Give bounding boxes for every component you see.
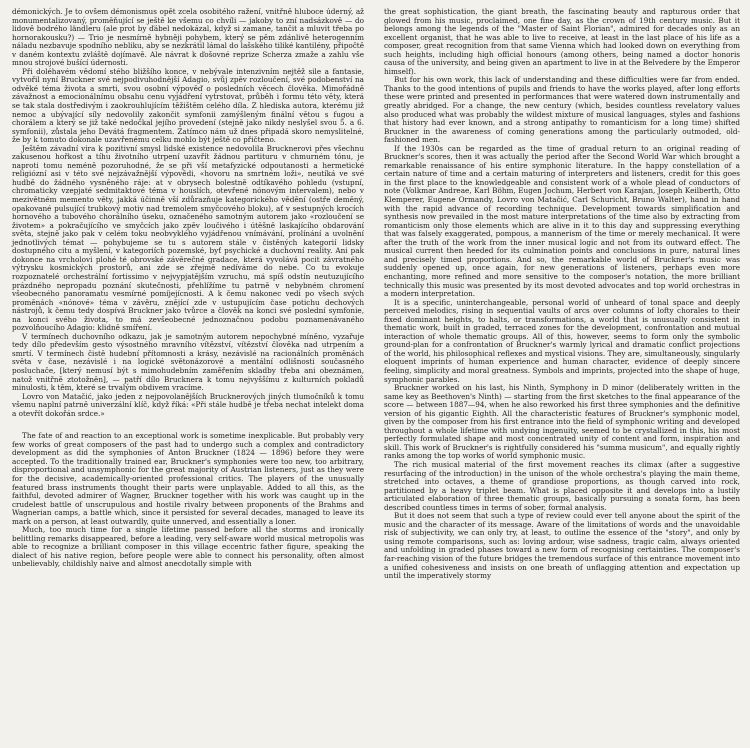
czech-paragraph: démonických. Je to ovšem démonismus opět zcela osobitého ražení, vnitřně hluboce úderný, až monumentalizovaný, proměňující se ještě ke všemu co chvíli — jakoby to zní nadsázkově — do lidově bodrého ländleru (ale prot by ďábel nedokázal, když si zamane, tančit a mluvit třeba po hornorakousku?) — Trio je nesmírně hybněji pohybem, který se pěm zdánlivě heterogenním náladu nezbavuje spodního nebliku, aby se nezkrátil lámal do lašského tiliké kantilény, připočtě v daném kontextu zvláště dojímavě. Ale návrat k ďošovné reprize Scherza zmaže a zahlu vše mnou strojové bušící údernosti. — [12, 7, 364, 68]
czech-paragraph-quote: Lovro von Matačić, jako jeden z nejpovolanějších Brucknerových jiných tlumočníků k tomu všemu naplní patrně univerzální klíč, když říká: «Při stále hudbě je třeba nechat intelekt doma a otevřít dokořán srdce.» — [12, 391, 364, 418]
left-column — [12, 8, 364, 569]
english-paragraph: The rich musical material of the first movement reaches its climax (after a suggestive resurfacing of the introduction) in the unison of the whole orchestra's playing the main theme, stretched into octaves, a theme of grandiose proportions, as though carved into rock, partitioned by a heavy triplet beam. What is placed opposite it and develops into a lustily articulated elaboration of three thematic groups, basically pursuing a sonata form, has been described countless times in terms of sober, formal analysis. — [384, 459, 740, 512]
english-paragraph: It is a specific, uninterchangeable, personal world of unheard of tonal space and deeply perceived melodics, rising in sequential vaults of arcs over columns of lofty chorales to their fixed dominant heights, to halts, or transformations, a world that is unusually consistent in thematic work, built in graded, terraced zones for the development, confrontation and mutual interaction of whole thematic groups. All of this, however, seems to form only the symbolic ground-plan for a confrontation of Bruckner's warmly lyrical and dramatic conflict projections of the world, his philosophical reflexes and mystical visions. They are, simultaneously, singularly eloquent imprints of human experience and human character, evidence of deeply sincere feeling, simplicity and moral greatness. Symbols and imprints, projected into the shape of huge, symphonic parables. — [384, 297, 740, 384]
czech-paragraph: Při doléhavém vědomí stého bližšího konce, v nebývale intenzivním nejtěž sile a fantasie, vytvořil nyní Bruckner své nejpodivuhodnější Adagio, svůj zpěv rozloučení, své podobenství na odvěké téma života a smrti, svou osobní výpověď o posledních věcech člověka. Mimořádně závažnost a emocionálnímu obsahu cenu vyjádření vytrstovat, průběh i formu této věty, která se tak stala dostředivým i zaokrouhlujícím těžištěm celého díla. Z hlediska autora, kterému již nemoc a ubývající síly nedovolily zakončit symfonii zamýšleným finální větou s fugou a chorálem a který se již také nedočkal jejího provedení (stejně jako nikdy neslyšel svou 5. a 6. symfonii), zůstala jeho Devátá fragmentem. Zatímco nám už dnes připadá skoro nemyslitelné, že by k tomuto dokonale uzavřenému celku mohlo být ještě co přičteno. — [12, 66, 364, 145]
english-paragraph: the great sophistication, the giant breath, the fascinating beauty and rapturous order that glowed from his music, proclaimed, one fine day, as the crown of 19th century music. But it belongs among the legends of the "Master of Saint Florian", admired for decades only as an excellent organist, that he was able to live to receive, at least in the last place of his life as a composer, great recognition from that same Vienna which had looked down on everything from such heights, including high official honours (among others, being named a doctor honoris causa of the university, and being given an apartment to live in at the Belvedere by the Emperor himself). — [384, 7, 740, 76]
czech-paragraph: V termínech duchovního odkazu, jak je samotným autorem nepochybné míněno, vyzařuje tedy dílo především gesto výsostného mravního vítězství, vítězství člověka nad utrpením a smrtí. V termínech čistě hudební přítomnosti a krásy, nezávislé na racionálních proměnách světa v čase, nezávislé i na logické světonázorové a mentální odlišnosti současného posluchače, [který nemusí být s mimohudebním zaměřením skladby třeba ani obeznámen, natož vnitřně ztotožněn], — patří dílo Brucknera k tomu nejvyššímu z kulturních pokladů minulosti, k těm, které se trvalým obdivem vracíme. — [12, 331, 364, 393]
english-paragraph: Bruckner worked on his last, his Ninth, Symphony in D minor (deliberately written in the same key as Beethoven's Ninth) — starting from the first sketches to the final appearance of the score — between 1887—94, when he also reworked his first three symphonies and the definitive version of his gigantic Eighth. All the characteristic features of Bruckner's symphonic model, given by the composer from his first entrance into the field of symphonic writing and developed throughout a whole lifetime with undying ingenuity, seemed to be crystallized in this, his most perfectly formulated shape and most concentrated unity of content and form, inspiration and skill. This work of Bruckner's is rightfully considered his "summa musicum", and equally rightly ranks among the top works of world symphonic music. — [384, 383, 740, 461]
english-section — [12, 432, 364, 569]
english-paragraph: Much, too much time for a single lifetime passed before all the storms and ironically belittling remarks disappeared, before a leading, very self-aware world musical metropolis was able to recognize a brilliant composer in this village eccentric father figure, speaking the dialect of his native region, before people were able to connect his personality, often almost unbelievably, childishly naive and almost anecdotally simple with — [12, 525, 364, 569]
english-paragraph: But for his own work, this lack of understanding and these difficulties were far from ended. Thanks to the good intentions of pupils and friends to have the works played, after long efforts these were printed and presented in performances that were watered down instrumentally and greatly abridged. For a change, the new century (which, besides countless revelatory values also produced what was probably the wildest mixture of musical languages, styles and fashions that history had ever known, and a strong antipathy to romanticism for a long time) shifted Bruckner in the awareness of coming generations among the particularly outmoded, old-fashioned men. — [384, 75, 740, 145]
english-paragraph: If the 1930s can be regarded as the time of gradual return to an original reading of Bruckner's scores, then it was actually the period after the Second World War which brought a remarkable renaissance of his entire symphonic literature. In the happy constellation of a certain nature of time and a certain maturing of interpreters and listeners, credit for this goes in the first place to the knowledgeable and consistent work of a whole plead of conductors of note (Volkmar Andreae, Karl Böhm, Eugen Jochum, Herbert von Karajan, Joseph Keilberth, Otto Klemperer, Eugene Ormandy, Lovro von Matačić, Carl Schuricht, Bruno Walter), hand in hand with the rapid advance of recording technique. Development towards simplification and synthesis now prevailed in the most mature interpretations of the time also by extracting from romanticism only those elements which are alive in it to this day and suppressing everything that was falsely exaggerated, pompous, a mannerism of the time or merely mechanical. It were after the truth of the work from the inner musical logic and not from its outward effect. The musical current then heeded for its culmination points and conclusions in pure, natural lines and precisely timed proportions. And so, the remarkable world of Bruckner's music was suddenly opened up, once again, for new generations of listeners, perhaps even more enchanting, more refined and more sensitive to the composer's notation, the more brilliant technically this music was presented by its most devoted advocates and top world orchestras in a modern interpretation. — [384, 143, 740, 299]
czech-paragraph: Ještěm závadní vira k pozitivní smysl lidské existence nedovolila Brucknerovi přes všechnu zakusenou hořkost a tíhu životního utrpení uzavřít žádnou partituru v chmurném tónu, je naproti tomu neméně pozoruhodné, že se při vší metafyzické odpoutanosti a hermetické religiózní asi v této své nejzávažnější výpovědi, «hovoru na smrtném loži», neutíká ve své hudbě do žádného vysněného ráje: at v obrysech bolestně odtíkavého pohledu (vstupní, chromaticky vzepjaté sedmitaktové téma v houslích, otevřené nónovým intervalem), nebo v mezivětném memento věty, jakká účinně vší zdůrazňuje kategorického vědění (ostře deměný, opakované pulsující trubkový motiv nad tremolem smyčcového bloku), ať v sestupných krocích hornového a tubového chorálního úseku, označeného samotným autorem jako «rozloučení se životem» a pokračujícího ve smyčcích jako zpěv loučivého i útěšně laskajícího obdarování světa, stejně jako pak v celém toku neobvyklého vyjádřenou vnímávání, prolínání a uvolnění jednotlivých témat — pohybujeme se tu s autorem stále v čistěných kategorií lidsky dostupného citu a myšlení, v kategoriích pozemské, byť psychické a duchovní reality. Ani pak dokonce na vrcholovi plohé té obrovské závěrečné gradace, která vyvolává pocit závratného výtrysku kosmických prostorů, ani zde se zřejmě nedívámе do nebe. Co tu evokuje rozpoznatelé orchestrální fortissimo v nejvypjatějším vzruchu, má spíš odstín neutuzujícího prázdného nepropadu poznání skutečnosti, přehlížíme tu patrně v nebybném chromení všeobecného panoramatu vesmírné pomíjejícnosti. A k čemu nakonec vedi po všech svých proměnách «nónové» téma v závěru, znějící zde v ustupujícím čase potichu dechových nástrojů, k čemu tedy dospívá Bruckner jako tvůrce a člověk na konci své poslední symfonie, na konci svého života, to má zevšeobecné jednoznačnou podobu poznamenávaného pozvolňoucího Adagio: klidně smíření. — [12, 143, 364, 333]
english-paragraph: The fate of and reaction to an exceptional work is sometime inexplicable. But probably very few works of great composers of the past had to undergo such a complex and contradictory development as did the symphonies of Anton Bruckner (1824 — 1896) before they were accepted. To the traditionally trained ear, Bruckner's symphonies were too new, too arbitrary, disproportional and unsymphonic for the great majority of Austrian listeners, just as they were for the decisive, academically-oriented professional critics. The players of the unusually featured brass instruments thought their parts were unplayable. Added to all this, as the faithful, devoted admirer of Wagner, Bruckner together with his work was caught up in the crudelest battle of unscrupulous and hostile rivalry between proponents of the Brahms and Wagnerian camps, a battle which, since it persisted for several decades, managed to leave its mark on a person, at least outwardly, quite unnerved, and essentially a loner. — [12, 431, 364, 526]
right-column — [384, 8, 740, 581]
english-paragraph: But it does not seem that such a type of review could ever tell anyone about the spirit of the music and the character of its message. Aware of the limitations of words and the unavoidable risk of subjectivity, we can only try, at least, to outline the essence of the "story", and only by using remote comparisons, such as: loving ardour, wise sadness, tragic calm, always oriented and unfolding in graded phases toward a new form of recognising certainties. The composer's far-reaching vision of the future bridges the tremendous surface of this entrance movement into a unified cohesiveness and insists on one breath of unflagging attention and expectation up until the imperatively stormy — [384, 511, 740, 581]
